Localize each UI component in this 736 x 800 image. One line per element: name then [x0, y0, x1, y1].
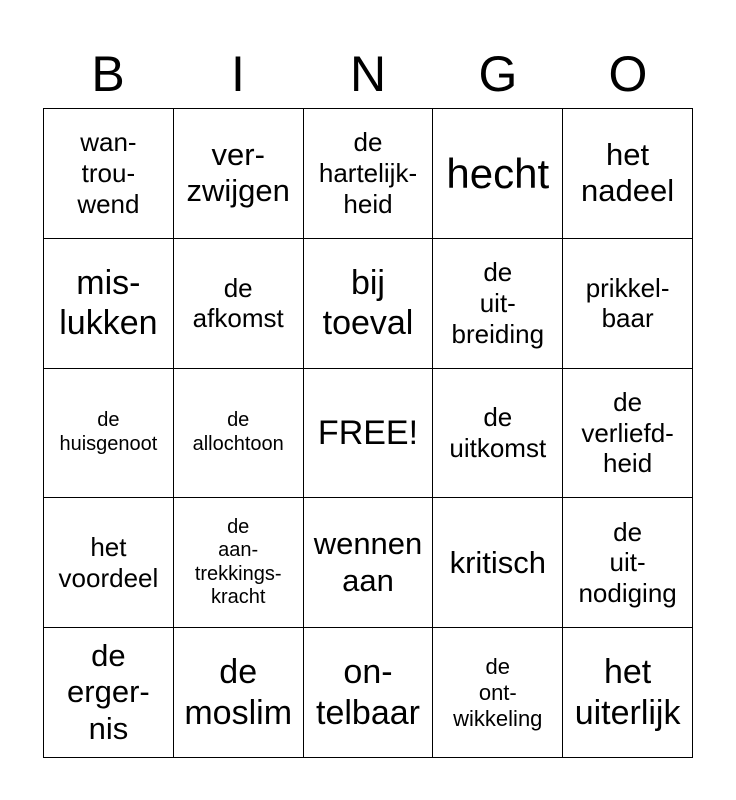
bingo-cell[interactable] [174, 498, 304, 628]
bingo-cell[interactable] [174, 369, 304, 499]
cell-word: bij toeval [322, 264, 414, 343]
bingo-cell[interactable] [174, 109, 304, 239]
bingo-card-grid [43, 108, 693, 758]
free-space-cell[interactable] [304, 369, 434, 499]
cell-word: de uitkomst [449, 402, 547, 463]
bingo-cell[interactable] [433, 369, 563, 499]
header-letter-n: N [349, 46, 387, 102]
cell-word: de moslim [184, 653, 293, 732]
cell-word: de uit- breiding [451, 257, 545, 349]
cell-word: ver- zwijgen [186, 136, 290, 209]
header-letter-b: B [91, 46, 125, 102]
bingo-cell[interactable] [304, 109, 434, 239]
cell-word: de afkomst [192, 272, 284, 334]
cell-word: prikkel- baar [585, 272, 670, 334]
bingo-cell[interactable] [174, 628, 304, 758]
cell-word: kritisch [449, 544, 547, 580]
cell-word: de verliefd- heid [581, 386, 674, 479]
free-space-label: FREE! [317, 413, 419, 452]
cell-word: het uiterlijk [574, 653, 681, 732]
bingo-cell[interactable] [563, 498, 693, 628]
cell-word: mis- lukken [59, 264, 158, 343]
bingo-header [43, 40, 693, 108]
cell-word: hecht [446, 149, 550, 197]
bingo-cell[interactable] [433, 498, 563, 628]
bingo-cell[interactable] [563, 369, 693, 499]
bingo-cell[interactable] [44, 369, 174, 499]
header-letter-i: I [231, 46, 245, 102]
cell-word: wennen aan [313, 526, 423, 598]
bingo-cell[interactable] [304, 498, 434, 628]
cell-word: de ont- wikkeling [453, 653, 543, 731]
bingo-cell[interactable] [44, 628, 174, 758]
bingo-cell[interactable] [304, 628, 434, 758]
bingo-cell[interactable] [174, 239, 304, 369]
bingo-cell[interactable] [563, 239, 693, 369]
cell-word: het voordeel [58, 532, 159, 593]
bingo-cell[interactable] [433, 628, 563, 758]
bingo-cell[interactable] [44, 498, 174, 628]
cell-word: de erger- nis [67, 637, 150, 746]
bingo-cell[interactable] [44, 239, 174, 369]
cell-word: het nadeel [581, 136, 675, 209]
cell-word: de huisgenoot [59, 409, 158, 455]
header-letter-g: G [478, 46, 518, 102]
bingo-cell[interactable] [44, 109, 174, 239]
cell-word: wan- trou- wend [77, 127, 140, 219]
bingo-cell[interactable] [433, 239, 563, 369]
header-letter-o: O [608, 46, 648, 102]
cell-word: de hartelijk- heid [318, 127, 418, 219]
cell-word: de allochtoon [192, 409, 284, 455]
bingo-cell[interactable] [563, 628, 693, 758]
bingo-cell[interactable] [433, 109, 563, 239]
bingo-cell[interactable] [563, 109, 693, 239]
cell-word: on- telbaar [316, 653, 420, 732]
cell-word: de aan- trekkings- kracht [194, 515, 282, 609]
bingo-cell[interactable] [304, 239, 434, 369]
cell-word: de uit- nodiging [578, 516, 677, 609]
